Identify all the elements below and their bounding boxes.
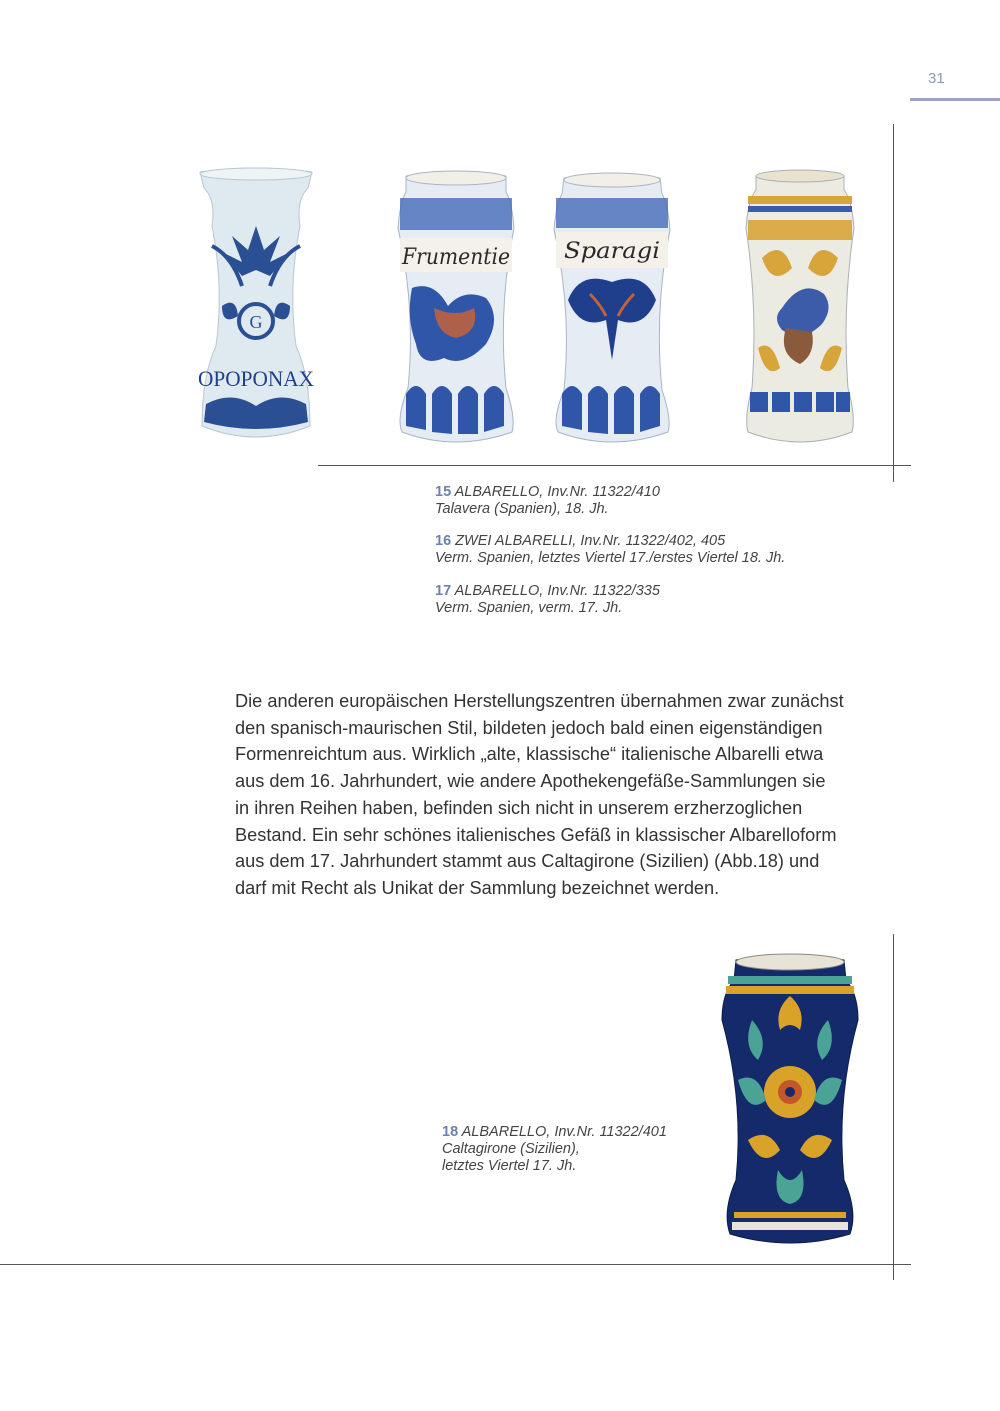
caption-15-line-1: Talavera (Spanien), 18. Jh. — [435, 501, 609, 517]
albarello-18-image — [718, 950, 862, 1250]
right-vertical-rule-bottom — [893, 934, 894, 1280]
albarello-16b-image — [550, 170, 674, 446]
albarello-17-image — [742, 168, 858, 446]
body-line: Die anderen europäischen Herstellungszentren übernahmen zwar zunächst — [235, 691, 844, 711]
caption-16-number: 16 — [435, 533, 452, 549]
caption-16 — [435, 533, 785, 567]
page-number-rule — [910, 98, 1000, 101]
body-paragraph — [235, 688, 905, 902]
body-line: aus dem 17. Jahrhundert stammt aus Caltagirone (Sizilien) (Abb.18) und — [235, 851, 820, 872]
caption-17-line-1: Verm. Spanien, verm. 17. Jh. — [435, 600, 623, 616]
caption-17-number: 17 — [435, 583, 452, 599]
caption-18-line-2: letztes Viertel 17. Jh. — [442, 1158, 577, 1174]
caption-16-title: ZWEI ALBARELLI, Inv.Nr. 11322/402, 405 — [455, 533, 726, 549]
body-line: Formenreichtum aus. Wirklich „alte, klassische“ italienische Albarelli etwa — [235, 744, 824, 765]
body-line: darf mit Recht als Unikat der Sammlung bezeichnet werden. — [235, 877, 720, 898]
caption-18-title: ALBARELLO, Inv.Nr. 11322/401 — [461, 1124, 667, 1140]
right-vertical-rule-top — [893, 124, 894, 482]
albarello-15-inscription: OPOPONAX — [198, 366, 315, 391]
albarello-16b-inscription: Sparagi — [564, 239, 660, 264]
body-line: Bestand. Ein sehr schönes italienisches Gefäß in klassischer Albarelloform — [235, 824, 837, 845]
body-line: aus dem 16. Jahrhundert, wie andere Apothekengefäße-Sammlungen sie — [235, 771, 826, 792]
bottom-baseline-rule — [0, 1264, 911, 1265]
body-line: den spanisch-maurischen Stil, bildeten jedoch bald einen eigenständigen — [235, 717, 823, 738]
caption-17-title: ALBARELLO, Inv.Nr. 11322/335 — [454, 583, 660, 599]
caption-18-number: 18 — [442, 1124, 459, 1140]
albarello-16a-inscription: Frumentie — [401, 245, 510, 270]
caption-15 — [435, 484, 660, 518]
caption-16-line-1: Verm. Spanien, letztes Viertel 17./erstes Viertel 18. Jh. — [435, 550, 786, 566]
albarello-15-image — [192, 166, 320, 446]
caption-18 — [442, 1124, 667, 1175]
caption-18-line-1: Caltagirone (Sizilien), — [442, 1141, 580, 1157]
figure-baseline-rule — [318, 465, 911, 466]
caption-17 — [435, 583, 660, 617]
caption-15-number: 15 — [435, 484, 452, 500]
albarello-16a-image — [394, 168, 518, 446]
page-number: 31 — [928, 70, 945, 87]
body-line: in ihren Reihen haben, befinden sich nicht in unserem erzherzoglichen — [235, 797, 803, 818]
albarello-15-monogram: G — [249, 312, 263, 332]
caption-15-title: ALBARELLO, Inv.Nr. 11322/410 — [454, 484, 660, 500]
